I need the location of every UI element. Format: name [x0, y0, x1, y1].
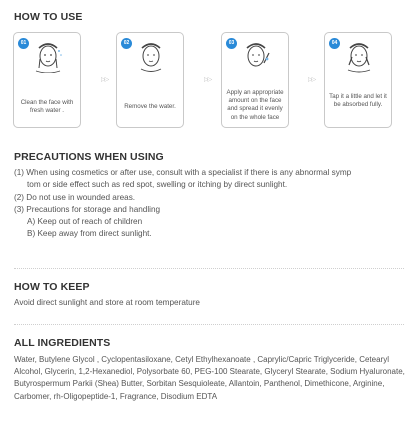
precautions-list	[14, 167, 409, 241]
face-applying-icon	[239, 39, 273, 73]
how-to-keep-text: Avoid direct sunlight and store at room temperature	[14, 298, 200, 307]
step-arrow-1: ▷▷	[101, 77, 109, 83]
section-divider	[14, 324, 404, 325]
step-number-1: 01	[18, 38, 29, 49]
step-card-2	[116, 32, 184, 128]
step-number-4: 04	[329, 38, 340, 49]
face-drying-icon	[134, 39, 168, 73]
how-to-use-heading: HOW TO USE	[14, 11, 83, 23]
step-caption-4: Tap it a little and let it be absorbed fully.	[329, 93, 387, 109]
step-arrow-3: ▷▷	[308, 77, 316, 83]
precaution-item: (3) Precautions for storage and handling	[14, 204, 161, 214]
step-caption-3: Apply an appropriate amount on the face and spread it evenly on the whole face	[226, 89, 284, 121]
precaution-item: (2) Do not use in wounded areas.	[14, 192, 136, 202]
step-number-3: 03	[226, 38, 237, 49]
step-card-3	[221, 32, 289, 128]
precaution-item: tom or side effect such as red spot, swelling or itching by direct sunlight.	[27, 180, 288, 190]
ingredients-text: Water, Butylene Glycol , Cyclopentasiloxane, Cetyl Ethylhexanoate , Caprylic/Capric Triglyceride, Cetearyl Alcohol, Glycerin, 1,2-Hexanediol, Polysorbate 60, PEG-100 Stearate, Glyceryl Stearate, Sodium Hyaluronate, Butyrospermum Parkii (Shea) Butter, Sorbitan Sesquioleate, Allantoin, Panthenol, Dimethicone, Arginine, Carbomer, rh-Oligopeptide-1, Fragrance, Disodium EDTA	[14, 355, 405, 401]
precautions-heading: PRECAUTIONS WHEN USING	[14, 151, 164, 163]
step-number-2: 02	[121, 38, 132, 49]
precaution-item: B) Keep away from direct sunlight.	[27, 229, 152, 239]
how-to-use-steps	[13, 32, 405, 128]
step-caption-1: Clean the face with fresh water .	[20, 99, 74, 115]
step-card-1	[13, 32, 81, 128]
section-divider	[14, 268, 404, 269]
precaution-item: (1) When using cosmetics or after use, consult with a specialist if there is any abnormal symp	[14, 168, 352, 177]
precaution-item: A) Keep out of reach of children	[27, 217, 143, 227]
ingredients-heading: ALL INGREDIENTS	[14, 337, 111, 349]
step-card-4	[324, 32, 392, 128]
face-tapping-icon	[342, 39, 376, 73]
step-arrow-2: ▷▷	[204, 77, 212, 83]
how-to-keep-heading: HOW TO KEEP	[14, 281, 90, 293]
face-washing-icon	[31, 39, 65, 73]
step-caption-2: Remove the water.	[124, 103, 176, 110]
